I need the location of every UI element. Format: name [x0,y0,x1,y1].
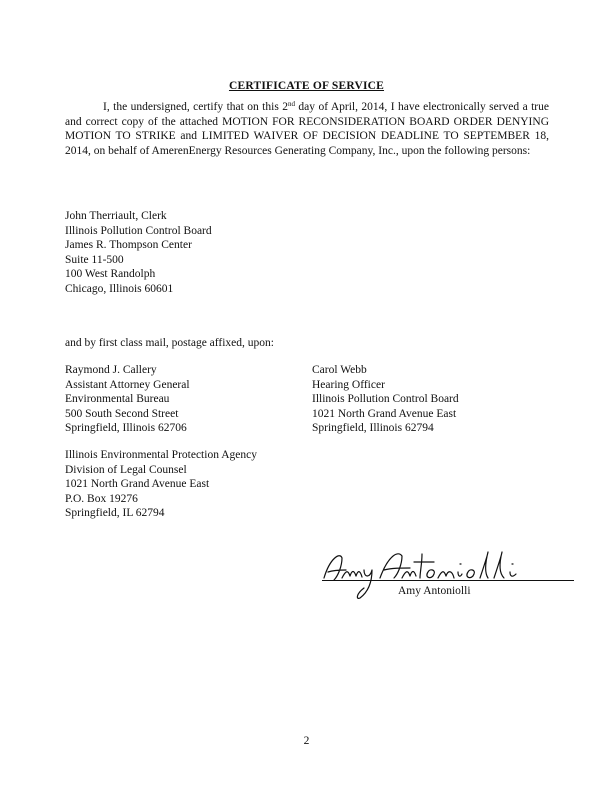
address-line: Illinois Pollution Control Board [65,224,212,237]
ordinal-suffix: nd [287,100,295,108]
address-line: Carol Webb [312,364,367,376]
signature-line [322,580,574,581]
address-line: Illinois Pollution Control Board [312,393,459,406]
address-line: Springfield, Illinois 62706 [65,422,187,435]
address-line: John Therriault, Clerk [65,210,167,222]
clerk-address-block [65,209,212,297]
certification-body: day of April, 2014, I have electronically served a true and correct copy of the attached MOTION FOR RECONSIDERATION BOARD ORDER DENYING MOTION TO STRIKE and LIMITED WAIVER OF DECISION DEADLINE TO SEPTEMBER 18, 2014, on behalf of AmerenEnergy Resources Generating Company, Inc., upon the following persons: [65,101,549,157]
address-line: Springfield, Illinois 62794 [312,422,434,435]
address-line: 100 West Randolph [65,268,156,281]
mail-intro: and by first class mail, postage affixed, upon: [65,337,274,349]
recipient-callery [65,363,190,436]
address-line: Illinois Environmental Protection Agency [65,449,257,461]
address-line: Springfield, IL 62794 [65,507,165,520]
address-line: Division of Legal Counsel [65,463,187,476]
address-line: P.O. Box 19276 [65,492,138,505]
address-line: Hearing Officer [312,378,385,391]
address-line: 500 South Second Street [65,407,179,420]
address-line: 1021 North Grand Avenue East [65,478,210,491]
address-line: Environmental Bureau [65,393,170,406]
address-line: 1021 North Grand Avenue East [312,407,457,420]
recipient-webb [312,363,459,436]
page-number: 2 [303,735,310,747]
address-line: Chicago, Illinois 60601 [65,282,174,295]
address-line: James R. Thompson Center [65,239,192,252]
recipient-iepa [65,448,257,521]
address-line: Raymond J. Callery [65,364,157,376]
certification-lead: I, the undersigned, certify that on this 2 [103,101,288,113]
signer-name: Amy Antoniolli [398,585,471,597]
certification-paragraph [65,100,549,158]
certificate-title: CERTIFICATE OF SERVICE [228,80,385,92]
address-line: Assistant Attorney General [65,378,190,391]
address-line: Suite 11-500 [65,253,124,266]
